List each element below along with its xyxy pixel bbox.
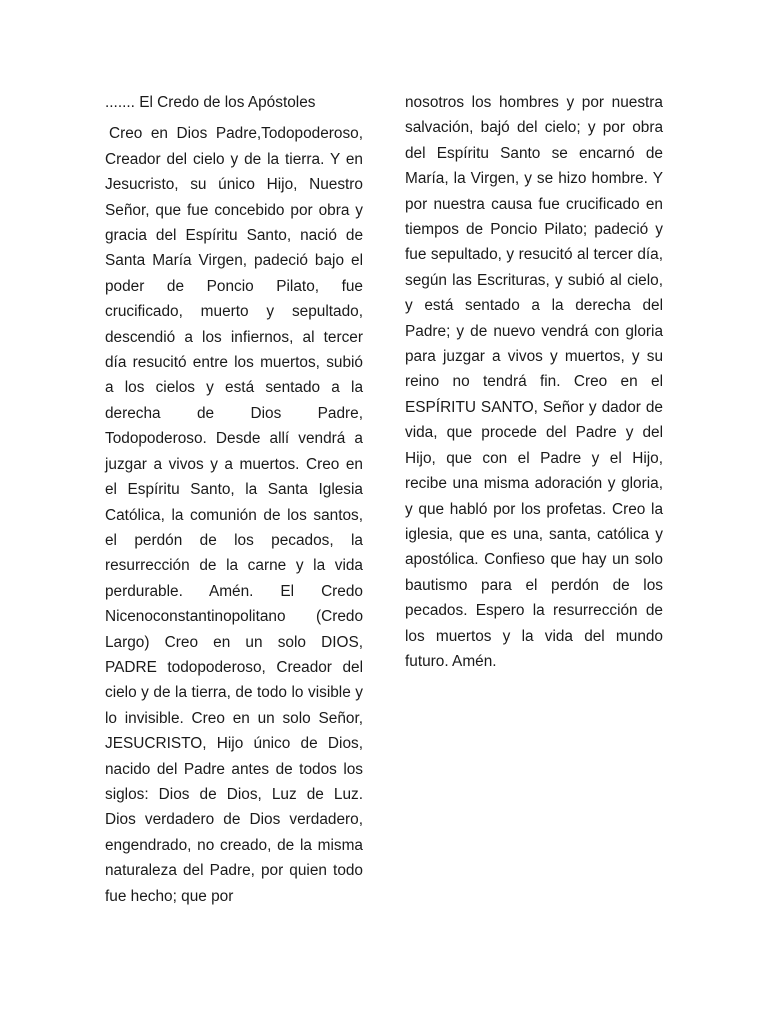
document-title: ....... El Credo de los Apóstoles xyxy=(105,94,316,111)
left-column-paragraph xyxy=(105,121,363,909)
left-column-text: Creo en Dios Padre,Todopoderoso, Creador del cielo y de la tierra. Y en Jesucristo, su único Hijo, Nuestro Señor, que fue concebido por obra y gracia del Espíritu Santo, nació de Santa María Virgen, padeció bajo el poder de Poncio Pilato, fue crucificado, muerto y sepultado, descendió a los infiernos, al tercer día resucitó entre los muertos, subió a los cielos y está sentado a la derecha de Dios Padre, Todopoderoso. Desde allí vendrá a juzgar a vivos y a muertos. Creo en el Espíritu Santo, la Santa Iglesia Católica, la comunión de los santos, el perdón de los pecados, la resurrección de la carne y la vida perdurable. Amén. El Credo Nicenoconstantinopolitano (Credo Largo) Creo en un solo DIOS, PADRE todopoderoso, Creador del cielo y de la tierra, de todo lo visible y lo invisible. Creo en un solo Señor, JESUCRISTO, Hijo único de Dios, nacido del Padre antes de todos los siglos: Dios de Dios, Luz de Luz. Dios verdadero de Dios verdadero, engendrado, no creado, de la misma naturaleza del Padre, por quien todo fue hecho; que por xyxy=(105,125,363,905)
right-column xyxy=(405,90,663,674)
right-column-paragraph: nosotros los hombres y por nuestra salvación, bajó del cielo; y por obra del Espíritu Santo se encarnó de María, la Virgen, y se hizo hombre. Y por nuestra causa fue crucificado en tiempos de Poncio Pilato; padeció y fue sepultado, y resucitó al tercer día, según las Escrituras, y subió al cielo, y está sentado a la derecha del Padre; y de nuevo vendrá con gloria para juzgar a vivos y muertos, y su reino no tendrá fin. Creo en el ESPÍRITU SANTO, Señor y dador de vida, que procede del Padre y del Hijo, que con el Padre y el Hijo, recibe una misma adoración y gloria, y que habló por los profetas. Creo la iglesia, que es una, santa, católica y apostólica. Confieso que hay un solo bautismo para el perdón de los pecados. Espero la resurrección de los muertos y la vida del mundo futuro. Amén. xyxy=(405,94,663,670)
left-column xyxy=(105,90,363,909)
